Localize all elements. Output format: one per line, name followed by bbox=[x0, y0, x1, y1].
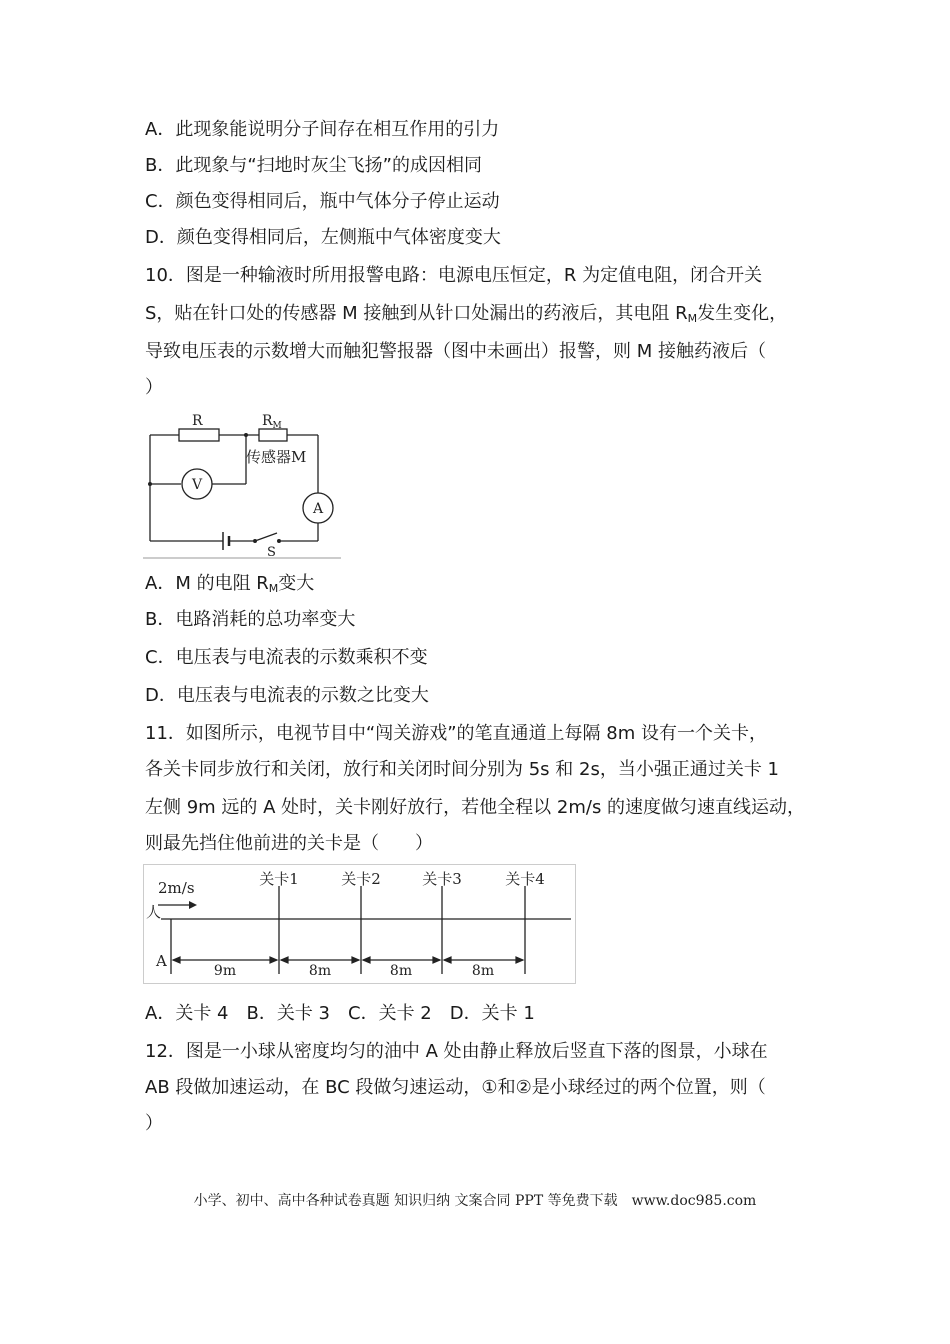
q9-option-b: B．此现象与“扫地时灰尘飞扬”的成因相同 bbox=[145, 155, 482, 176]
q12-stem-line3: ） bbox=[145, 1113, 163, 1134]
q10-option-b: B．电路消耗的总功率变大 bbox=[145, 609, 356, 630]
resistor-r-label: R bbox=[192, 413, 203, 429]
distance-2-label: 8m bbox=[308, 963, 332, 979]
gate-4-label: 关卡4 bbox=[505, 870, 545, 888]
ammeter-label: A bbox=[312, 501, 324, 517]
q12-stem-line1: 12．图是一小球从密度均匀的油中 A 处由静止释放后竖直下落的图景，小球在 bbox=[145, 1041, 768, 1062]
q11-stem-line3: 左侧 9m 远的 A 处时，关卡刚好放行，若他全程以 2m/s 的速度做匀速直线运动， bbox=[145, 797, 806, 818]
q10-option-c: C．电压表与电流表的示数乘积不变 bbox=[145, 647, 428, 668]
distance-1-label: 9m bbox=[213, 963, 237, 979]
distance-4-label: 8m bbox=[471, 963, 495, 979]
voltmeter-label: V bbox=[191, 477, 203, 493]
distance-3-label: 8m bbox=[389, 963, 413, 979]
q10-stem-line2: S，贴在针口处的传感器 M 接触到从针口处漏出的药液后，其电阻 $R_M$发生变化， bbox=[145, 303, 788, 325]
gate-diagram bbox=[143, 864, 576, 984]
q11-options: A．关卡 4 B．关卡 3 C．关卡 2 D．关卡 1 bbox=[145, 1003, 535, 1024]
q10-stem-line3: 导致电压表的示数增大而触犯警报器（图中未画出）报警，则 M 接触药液后（ bbox=[145, 341, 766, 362]
speed-label: 2m/s bbox=[158, 879, 195, 897]
q10-stem-line4: ） bbox=[145, 377, 163, 398]
point-a-label: A bbox=[156, 952, 167, 970]
q12-stem-line2: AB 段做加速运动，在 BC 段做匀速运动，①和②是小球经过的两个位置，则（ bbox=[145, 1077, 766, 1098]
sensor-rm-label: $R_M$ bbox=[262, 413, 282, 431]
q9-option-a: A．此现象能说明分子间存在相互作用的引力 bbox=[145, 119, 500, 140]
q10-stem-line1: 10．图是一种输液时所用报警电路：电源电压恒定，R 为定值电阻，闭合开关 bbox=[145, 265, 763, 286]
gate-1-label: 关卡1 bbox=[259, 870, 299, 888]
person-label: 人 bbox=[146, 903, 162, 921]
circuit-diagram bbox=[143, 408, 343, 560]
q10-option-a: A．M 的电阻 $R_M$变大 bbox=[145, 573, 315, 595]
q11-stem-line1: 11．如图所示，电视节目中“闯关游戏”的笔直通道上每隔 8m 设有一个关卡， bbox=[145, 723, 767, 744]
switch-label: S bbox=[267, 545, 276, 560]
q9-option-d: D．颜色变得相同后，左侧瓶中气体密度变大 bbox=[145, 227, 501, 248]
gate-3-label: 关卡3 bbox=[422, 870, 462, 888]
page-footer: 小学、初中、高中各种试卷真题 知识归纳 文案合同 PPT 等免费下载 www.doc985.com bbox=[193, 1193, 757, 1209]
q10-option-d: D．电压表与电流表的示数之比变大 bbox=[145, 685, 429, 706]
gate-2-label: 关卡2 bbox=[341, 870, 381, 888]
q11-stem-line4: 则最先挡住他前进的关卡是（ ） bbox=[145, 833, 433, 854]
q9-option-c: C．颜色变得相同后，瓶中气体分子停止运动 bbox=[145, 191, 500, 212]
sensor-label: 传感器M bbox=[246, 448, 307, 466]
q11-stem-line2: 各关卡同步放行和关闭，放行和关闭时间分别为 5s 和 2s，当小强正通过关卡 1 bbox=[145, 759, 779, 780]
